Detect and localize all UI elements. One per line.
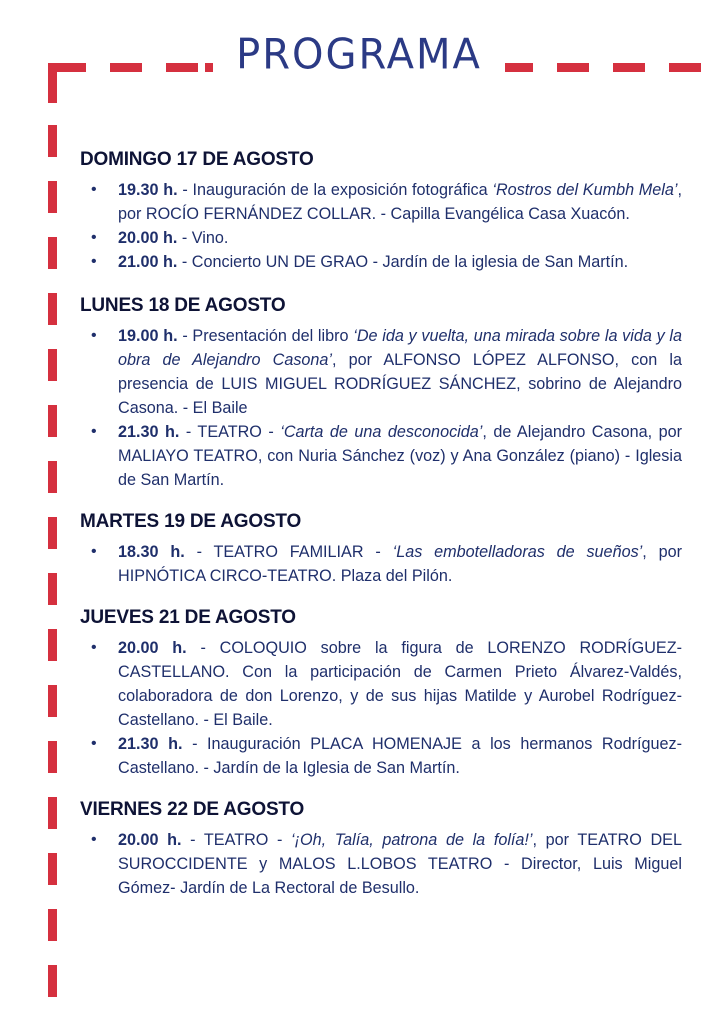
bullet-icon: • [91,735,97,752]
event-item [80,828,682,900]
event-work-title: ‘Carta de una desconocida’ [280,423,483,441]
event-list [80,828,682,900]
day-section [80,510,682,588]
event-item [80,324,682,420]
event-description: - Inauguración de la exposición fotográfica [177,181,493,199]
event-description: - Inauguración PLACA HOMENAJE a los hermanos Rodríguez-Castellano. - Jardín de la Iglesia de San Martín. [118,735,682,777]
event-description: - TEATRO - [179,423,281,441]
event-item [80,178,682,226]
event-description: - TEATRO - [181,831,292,849]
event-item [80,636,682,732]
day-heading: DOMINGO 17 DE AGOSTO [80,149,314,170]
day-section [80,148,682,274]
event-time: 20.00 h. [118,831,182,849]
program-content [80,148,682,900]
event-item [80,250,682,274]
bullet-icon: • [91,639,97,656]
event-time: 21.30 h. [118,423,180,441]
event-work-title: ‘Rostros del Kumbh Mela’ [492,181,678,199]
page-title: PROGRAMA [236,30,482,80]
event-description: - Presentación del libro [177,327,354,345]
event-details: , de Alejandro Casona, por MALIAYO TEATRO, con Nuria Sánchez (voz) y Ana González (piano) - Iglesia de San Martín. [118,423,682,489]
event-list [80,636,682,780]
event-list [80,540,682,588]
bullet-icon: • [91,423,97,440]
event-time: 18.30 h. [118,543,185,561]
event-list [80,178,682,274]
day-section [80,294,682,492]
top-right-dashed-border [505,63,721,72]
event-description: - Vino. [177,229,229,247]
left-dashed-border [48,63,57,1024]
event-details: , por TEATRO DEL SUROCCIDENTE y MALOS L.LOBOS TEATRO - Director, Luis Miguel Gómez- Jardín de La Rectoral de Besullo. [118,831,682,897]
event-time: 20.00 h. [118,229,178,247]
event-time: 21.30 h. [118,735,183,753]
event-time: 20.00 h. [118,639,187,657]
event-description: - Concierto UN DE GRAO - Jardín de la iglesia de San Martín. [177,253,629,271]
event-description: - COLOQUIO sobre la figura de LORENZO RODRÍGUEZ-CASTELLANO. Con la participación de Carmen Prieto Álvarez-Valdés, colaboradora de don Lorenzo, y de sus hijas Matilde y Aurobel Rodríguez-Castellano. - El Baile. [118,639,682,729]
event-item [80,540,682,588]
bullet-icon: • [91,327,97,344]
event-work-title: ‘Las embotelladoras de sueños’ [392,543,643,561]
day-heading: VIERNES 22 DE AGOSTO [80,799,305,820]
bullet-icon: • [91,831,97,848]
day-heading: MARTES 19 DE AGOSTO [80,511,302,532]
event-item [80,732,682,780]
event-details: , por ALFONSO LÓPEZ ALFONSO, con la presencia de LUIS MIGUEL RODRÍGUEZ SÁNCHEZ, sobrino de Alejandro Casona. - El Baile [118,351,682,417]
event-details: , por ROCÍO FERNÁNDEZ COLLAR. - Capilla Evangélica Casa Xuacón. [118,181,682,223]
event-work-title: ‘De ida y vuelta, una mirada sobre la vida y la obra de Alejandro Casona’ [118,327,682,369]
day-heading: JUEVES 21 DE AGOSTO [80,607,296,628]
event-item [80,420,682,492]
event-time: 19.00 h. [118,327,178,345]
event-item [80,226,682,250]
event-work-title: ‘¡Oh, Talía, patrona de la folía!’ [291,831,533,849]
day-section [80,798,682,900]
event-description: - TEATRO FAMILIAR - [184,543,393,561]
event-list [80,324,682,492]
event-time: 21.00 h. [118,253,178,271]
event-details: , por HIPNÓTICA CIRCO-TEATRO. Plaza del Pilón. [118,543,682,585]
day-heading: LUNES 18 DE AGOSTO [80,295,286,316]
bullet-icon: • [91,181,97,198]
bullet-icon: • [91,229,97,246]
event-time: 19.30 h. [118,181,178,199]
day-section [80,606,682,780]
bullet-icon: • [91,253,97,270]
bullet-icon: • [91,543,97,560]
